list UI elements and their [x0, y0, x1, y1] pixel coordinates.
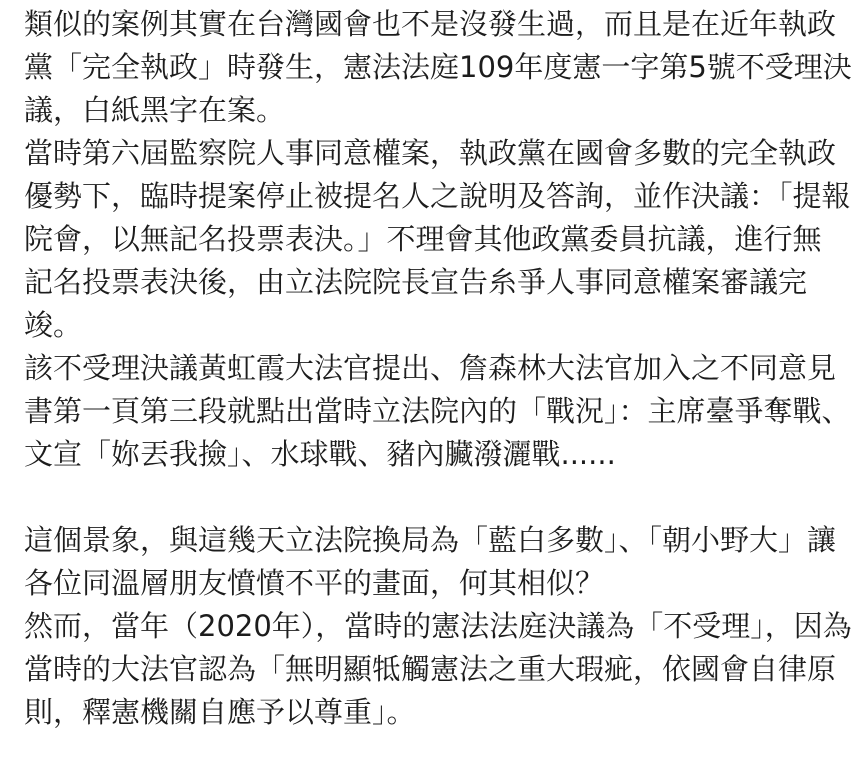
- paragraph-1: [24, 3, 852, 132]
- paragraph-2: [24, 132, 851, 347]
- text-line: 該不受理決議黃虹霞大法官提出、詹森林大法官加入之不同意見: [24, 351, 837, 385]
- text-line: 黨「完全執政」時發生，憲法法庭109年度憲一字第5號不受理決: [24, 50, 852, 84]
- text-line: 類似的案例其實在台灣國會也不是沒發生過，而且是在近年執政: [24, 7, 837, 41]
- text-line: 文宣「妳丟我撿」、水球戰、豬內臟潑灑戰......: [24, 437, 616, 471]
- text-line: 當時第六屆監察院人事同意權案，執政黨在國會多數的完全執政: [24, 136, 837, 170]
- paragraph-gap: [24, 476, 842, 519]
- text-line: 院會，以無記名投票表決。」不理會其他政黨委員抗議，進行無: [24, 222, 822, 256]
- text-line: 則，釋憲機關自應予以尊重」。: [24, 695, 416, 729]
- paragraph-3: [24, 347, 851, 476]
- text-line: 然而，當年（2020年），當時的憲法法庭決議為「不受理」，因為: [24, 609, 852, 643]
- text-line: 記名投票表決後，由立法院院長宣告糸爭人事同意權案審議完: [24, 265, 808, 299]
- text-line: 當時的大法官認為「無明顯牴觸憲法之重大瑕疵，依國會自律原: [24, 652, 837, 686]
- text-line: 竣。: [24, 308, 83, 342]
- text-line: 議，白紙黑字在案。: [24, 93, 286, 127]
- text-line: 這個景象，與這幾天立法院換局為「藍白多數」、「朝小野大」讓: [24, 523, 837, 557]
- paragraph-4: [24, 519, 842, 605]
- text-line: 書第一頁第三段就點出當時立法院內的「戰況」：主席臺爭奪戰、: [24, 394, 851, 428]
- paragraph-5: [24, 605, 852, 734]
- text-line: 優勢下，臨時提案停止被提名人之說明及答詢，並作決議：「提報: [24, 179, 851, 213]
- text-line: 各位同溫層朋友憤憤不平的畫面，何其相似？: [24, 566, 605, 600]
